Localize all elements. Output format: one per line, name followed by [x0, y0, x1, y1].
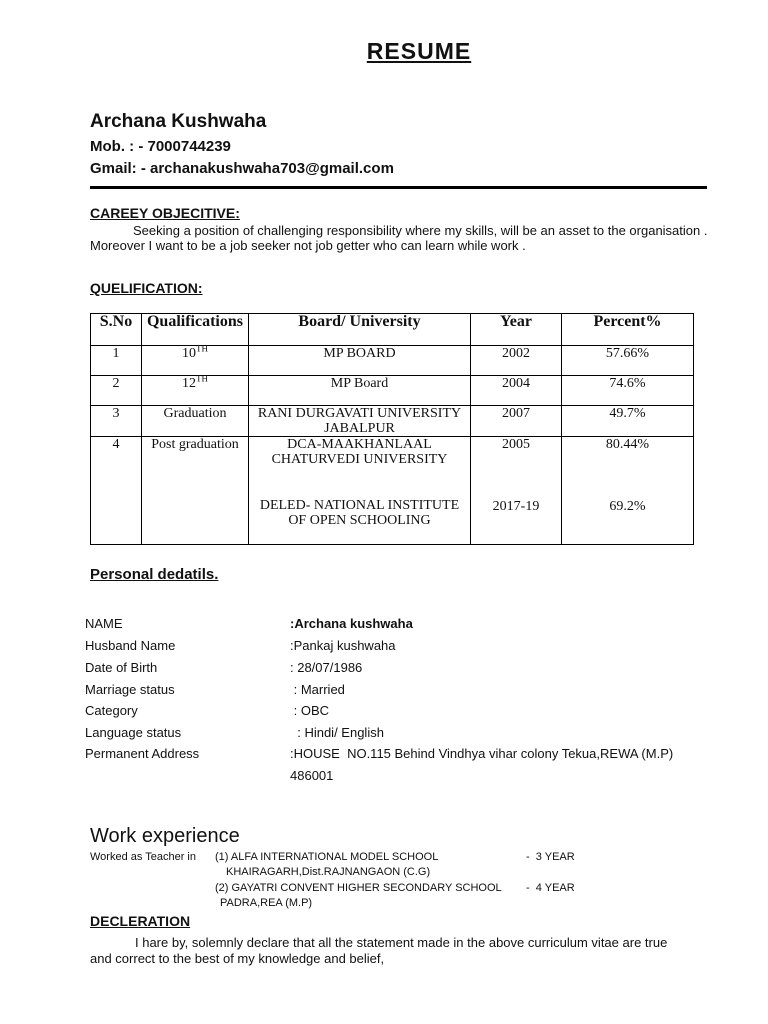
- cell-year: 2004: [471, 376, 562, 406]
- candidate-name: Archana Kushwaha: [90, 111, 267, 132]
- field-value-marriage: : Married: [290, 682, 345, 697]
- cell-percent: [562, 437, 694, 545]
- field-value-address: :HOUSE NO.115 Behind Vindhya vihar colony Tekua,REWA (M.P): [290, 746, 674, 761]
- field-label-name: NAME: [85, 616, 123, 631]
- cell-sno: 1: [91, 346, 142, 376]
- cell-board: [249, 437, 471, 545]
- cell-qualification: 10TH: [142, 346, 249, 376]
- objective-line-2: Moreover I want to be a job seeker not job getter who can learn while work .: [90, 238, 526, 253]
- work-school-2: (2) GAYATRI CONVENT HIGHER SECONDARY SCHOOL: [215, 882, 502, 894]
- header-qualifications: Qualifications: [142, 314, 249, 346]
- cell-sno: 4: [91, 437, 142, 545]
- cell-percent: 57.66%: [562, 346, 694, 376]
- qualification-heading: QUELIFICATION:: [90, 280, 203, 296]
- work-prefix: Worked as Teacher in: [90, 851, 196, 863]
- cell-percent: 74.6%: [562, 376, 694, 406]
- field-label-marriage: Marriage status: [85, 682, 175, 697]
- table-header-row: [91, 314, 694, 346]
- work-school-1: (1) ALFA INTERNATIONAL MODEL SCHOOL: [215, 851, 439, 863]
- header-year: Year: [471, 314, 562, 346]
- resume-title: RESUME: [366, 38, 472, 64]
- year-entry-second: 2017-19: [492, 499, 540, 514]
- field-label-dob: Date of Birth: [85, 660, 158, 675]
- mobile-number: Mob. : - 7000744239: [90, 138, 231, 155]
- objective-heading: CAREEY OBJECITIVE:: [90, 205, 240, 221]
- field-value-address-line-2: 486001: [290, 768, 334, 783]
- work-duration-1: - 3 YEAR: [526, 851, 575, 863]
- work-duration-2: - 4 YEAR: [526, 882, 575, 894]
- cell-year: 2007: [471, 406, 562, 437]
- board-entry: DCA-MAAKHANLAAL CHATURVEDI UNIVERSITY: [271, 437, 448, 467]
- table-row: [91, 437, 694, 545]
- field-value-language: : Hindi/ English: [290, 725, 384, 740]
- field-label-category: Category: [85, 703, 138, 718]
- work-place-2: PADRA,REA (M.P): [220, 897, 313, 909]
- cell-qualification: Post graduation: [142, 437, 249, 545]
- work-experience-heading: Work experience: [90, 825, 240, 847]
- cell-board: MP Board: [249, 376, 471, 406]
- header-divider: [90, 186, 707, 189]
- table-row: [91, 376, 694, 406]
- percent-entry-second: 69.2%: [609, 499, 646, 514]
- field-value-dob: : 28/07/1986: [290, 660, 363, 675]
- cell-year: 2002: [471, 346, 562, 376]
- table-row: [91, 346, 694, 376]
- cell-qualification: 12TH: [142, 376, 249, 406]
- header-percent: Percent%: [562, 314, 694, 346]
- table-row: [91, 406, 694, 437]
- field-value-category: : OBC: [290, 703, 330, 718]
- email-address: Gmail: - archanakushwaha703@gmail.com: [90, 160, 394, 177]
- cell-year: [471, 437, 562, 545]
- field-value-name: :Archana kushwaha: [290, 616, 413, 631]
- board-entry-second: DELED- NATIONAL INSTITUTE OF OPEN SCHOOLING: [259, 498, 460, 528]
- cell-board: MP BOARD: [249, 346, 471, 376]
- header-board: Board/ University: [249, 314, 471, 346]
- cell-sno: 3: [91, 406, 142, 437]
- qualification-table: [90, 313, 694, 545]
- personal-details-heading: Personal dedatils.: [90, 566, 219, 583]
- cell-sno: 2: [91, 376, 142, 406]
- work-place-1: KHAIRAGARH,Dist.RAJNANGAON (C.G): [226, 866, 431, 878]
- objective-line-1: Seeking a position of challenging responsibility where my skills, will be an asset to the organisation .: [133, 223, 708, 238]
- cell-percent: 49.7%: [562, 406, 694, 437]
- percent-entry: 80.44%: [605, 437, 650, 452]
- declaration-line-1: I hare by, solemnly declare that all the statement made in the above curriculum vitae are true: [135, 935, 668, 950]
- declaration-heading: DECLERATION: [90, 913, 191, 929]
- cell-board: RANI DURGAVATI UNIVERSITY JABALPUR: [249, 406, 471, 437]
- header-sno: S.No: [91, 314, 142, 346]
- field-label-husband: Husband Name: [85, 638, 176, 653]
- field-value-husband: :Pankaj kushwaha: [290, 638, 396, 653]
- year-entry: 2005: [502, 437, 530, 452]
- declaration-line-2: and correct to the best of my knowledge and belief,: [90, 951, 385, 966]
- field-label-language: Language status: [85, 725, 182, 740]
- field-label-address: Permanent Address: [85, 746, 200, 761]
- cell-qualification: Graduation: [142, 406, 249, 437]
